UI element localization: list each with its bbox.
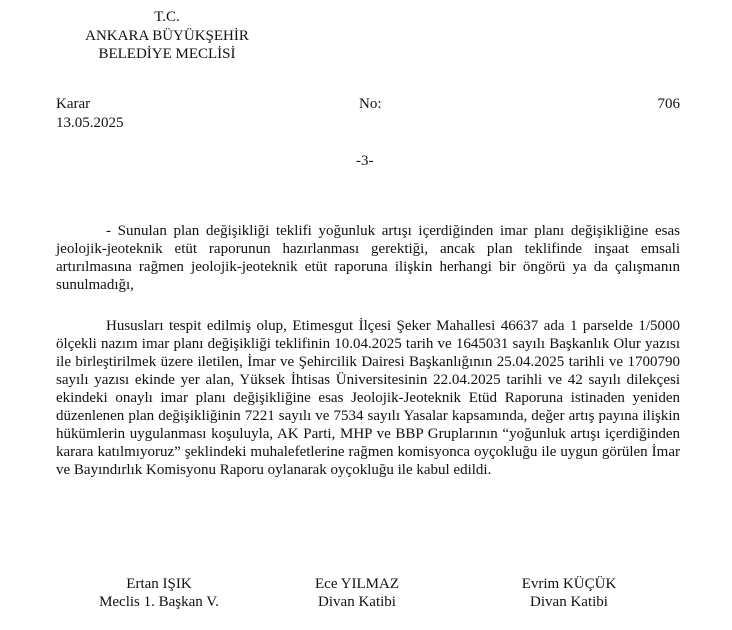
header-line-tc: T.C.: [154, 9, 180, 25]
decision-label: Karar: [56, 96, 91, 112]
signature-title: Divan Katibi: [530, 594, 608, 610]
signature-name: Ertan IŞIK: [126, 576, 192, 592]
paragraph-decision: Hususları tespit edilmiş olup, Etimesgut İlçesi Şeker Mahallesi 46637 ada 1 parselde 1/5000 ölçekli nazım imar planı değişikliği teklifinin 10.04.2025 tarih ve 1645031 sayılı Başkanlık Olur yazısı ile birleştirilmek üzere iletilen, İmar ve Şehircilik Dairesi Başkanlığının 25.04.2025 tarihli ve 1700790 sayılı yazısı ekinde yer alan, Yüksek İhtisas Üniversitesinin 22.04.2025 tarihli ve 42 sayılı dilekçesi ekindeki onaylı imar planı değişikliğine esas Jeolojik-Jeoteknik Etüd Raporuna istinaden yeniden düzenlenen plan değişikliğinin 7221 sayılı ve 7534 sayılı Yasalar kapsamında, değer artış payına ilişkin hükümlerin uygulanması koşuluyla, AK Parti, MHP ve BBP Gruplarının “yoğunluk artışı içerdiğinden karara katılmıyoruz” şeklindeki muhalefetlerine rağmen komisyonca oyçokluğu ile uygun görülen İmar ve Bayındırlık Komisyonu Raporu oylanarak oyçokluğu ile kabul edildi.: [56, 318, 680, 478]
signature-secretary-2: [484, 575, 654, 611]
signature-chair: [74, 575, 244, 611]
signature-name: Evrim KÜÇÜK: [521, 576, 617, 592]
signature-secretary-1: [272, 575, 442, 611]
page-number: -3-: [356, 153, 374, 169]
paragraph-findings: - Sunulan plan değişikliği teklifi yoğunluk artışı içerdiğinden imar planı değişikliğine esas jeolojik-jeoteknik etüt raporunun hazırlanması gerektiği, ancak plan teklifinde inşaat emsali artırılmasına rağmen jeolojik-jeoteknik etüt raporuna ilişkin herhangi bir öngörü ya da çalışmanın sunulmadığı,: [56, 223, 680, 293]
signature-title: Meclis 1. Başkan V.: [99, 594, 219, 610]
signature-name: Ece YILMAZ: [315, 576, 399, 592]
decision-number: 706: [657, 96, 680, 112]
decision-no-label: No:: [359, 96, 382, 112]
header-line-municipality: ANKARA BÜYÜKŞEHİR: [85, 28, 249, 44]
decision-date: 13.05.2025: [56, 115, 124, 131]
header-line-council: BELEDİYE MECLİSİ: [98, 46, 236, 62]
signature-title: Divan Katibi: [318, 594, 396, 610]
